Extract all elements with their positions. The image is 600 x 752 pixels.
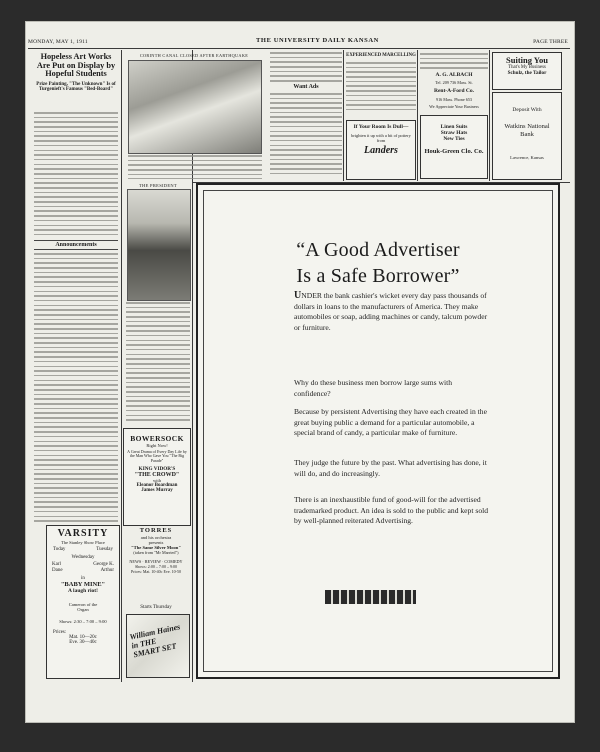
bank-location: Lawrence, Kansas	[510, 155, 544, 160]
column2-body-text	[126, 302, 190, 422]
varsity-showtimes: Shows: 2:30 – 7:00 – 9:00	[59, 618, 107, 624]
ad-paragraph-5: There is an inexhaustible fund of good-will for the advertised trademarked product. An idea is sold to the public and kept sold by well-planned reiterated Advertising.	[294, 495, 489, 526]
lead-article-headline-block	[34, 53, 118, 113]
varsity-film-tag: A laugh riot!	[68, 587, 98, 594]
houk-name: Houk-Green Clo. Co.	[424, 148, 484, 155]
varsity-price-matinee: Mat. 10—20c	[69, 634, 97, 640]
masthead-page: PAGE THREE	[533, 39, 568, 45]
torres-title: TORRES	[139, 528, 173, 534]
president-photo	[127, 189, 191, 301]
photo2-caption-title: THE PRESIDENT	[138, 183, 178, 188]
varsity-in: in	[81, 575, 85, 581]
torres-line7: Prices: Mat. 10-40c Eve. 10-50	[131, 568, 181, 574]
varsity-tagline: The Stanley Show Place	[61, 539, 105, 545]
masthead-date: MONDAY, MAY 1, 1911	[28, 39, 88, 45]
landers-logo: Landers	[364, 144, 398, 156]
bowersock-line1: Right Now!	[146, 442, 168, 448]
houk-green-ad	[420, 115, 488, 179]
pottery-text: brighten it up with a bit of pottery from	[351, 132, 411, 143]
column-rule	[489, 50, 490, 181]
albach-name: A. G. ALBACH	[435, 72, 473, 78]
experienced-marcelling: EXPERIENCED MARCELLING	[346, 53, 416, 58]
bowersock-film: "THE CROWD"	[134, 471, 180, 478]
ad-logo-bar	[325, 590, 416, 604]
bowersock-director: KING VIDOR'S	[138, 465, 176, 472]
rent-a-ford-tag: We Appreciate Your Business	[429, 104, 479, 109]
schulz-tailor-ad	[492, 52, 562, 90]
varsity-price-evening: Eve. 30—40c	[69, 639, 97, 645]
marcelling-text	[346, 62, 416, 116]
varsity-organ-2: Organ	[77, 606, 89, 612]
varsity-tuesday: Tuesday	[96, 546, 113, 552]
masthead-rule	[28, 48, 570, 49]
lead-subhead: Prize Painting, "The Unknown" Is of Turgenieft's Famous "Bed-Board"	[36, 82, 116, 93]
pottery-headline: If Your Room Is Dull—	[353, 124, 409, 130]
article-body-text	[34, 112, 118, 236]
torres-line5: NEWS · REVIEW · COMEDY	[129, 558, 183, 564]
houk-ties: New Ties	[443, 136, 465, 142]
houk-straw: Straw Hats	[440, 130, 468, 136]
varsity-theater-ad	[46, 525, 120, 679]
ad-paragraph-2: Why do these business men borrow large sums with confidence?	[294, 378, 453, 398]
bowersock-with: with	[152, 477, 161, 483]
torres-line6: Shows: 2:00 – 7:00 – 9:00	[134, 563, 178, 569]
pottery-ad	[346, 120, 416, 180]
torres-ad	[123, 528, 189, 602]
column-rule	[121, 50, 122, 682]
varsity-film-title: "BABY MINE"	[60, 580, 106, 588]
masthead	[28, 37, 570, 47]
ad-title-line2: Is a Safe Borrower”	[296, 265, 460, 287]
column-rule	[343, 50, 344, 181]
rent-a-ford: Rent-A-Ford Co.	[433, 88, 475, 94]
suiting-you: Suiting You	[506, 55, 548, 65]
varsity-today: Today	[53, 546, 66, 552]
varsity-star-right-sub: Arthur	[100, 567, 114, 573]
bowersock-line2: A Great Drama of Every Day Life by the Man Who Gave You "The Big Parade"	[127, 448, 187, 464]
houk-linen: Linen Suits	[440, 124, 468, 130]
starts-thursday: Starts Thursday	[140, 605, 172, 610]
announcements-body-text	[34, 253, 118, 523]
masthead-title: THE UNIVERSITY DAILY KANSAN	[256, 37, 379, 44]
deposit-with: Deposit With	[512, 107, 542, 113]
varsity-organ-1: Cameron of the	[68, 601, 98, 607]
ad-paragraph-3: Because by persistent Advertising they have each created in the great buying public a demand for a particular automobile, a special brand of candy, a particular make of furniture.	[294, 407, 487, 438]
ad-title-line1: “A Good Advertiser	[296, 239, 460, 261]
watkins-bank-name: Watkins National Bank	[504, 123, 550, 138]
suiting-schulz: Schulz, the Tailor	[507, 69, 547, 76]
want-ads-text	[270, 93, 342, 179]
announcements-heading: Announcements	[34, 240, 118, 250]
varsity-wednesday: Wednesday	[71, 554, 95, 560]
classified-text-1	[270, 52, 342, 84]
ad-dropcap: U	[294, 290, 302, 301]
albach-text	[420, 53, 488, 73]
smart-set-poster	[126, 614, 190, 678]
torres-line1: and his orchestra	[140, 534, 172, 540]
watkins-bank-ad	[492, 92, 562, 180]
rent-a-ford-address: 916 Mass. Phone 653	[435, 97, 473, 102]
photo1-caption-title: CORINTH CANAL CLOSED AFTER EARTHQUAKE	[139, 53, 249, 58]
good-advertiser-ad	[196, 183, 560, 679]
ad-paragraph-1	[294, 291, 490, 333]
canal-photo	[128, 60, 262, 154]
photo1-caption-text	[128, 155, 262, 179]
bowersock-title: BOWERSOCK	[130, 434, 184, 443]
torres-line2: presents	[148, 539, 164, 545]
want-ads-heading: Want Ads	[293, 84, 319, 90]
ad-paragraph-1-text: NDER the bank cashier's wicket every day pass thousands of dollars in loans to the manufacturers of America. They make automobiles or soap, adding machines or candy, talcum powder or furniture.	[294, 291, 488, 332]
varsity-prices-label: Prices:	[53, 629, 67, 635]
varsity-star-right: George K.	[93, 561, 114, 567]
varsity-star-left: Karl	[52, 561, 61, 567]
varsity-title: VARSITY	[57, 528, 109, 539]
bowersock-star1: Eleanor Boardman	[136, 482, 178, 488]
lead-headline: Hopeless Art Works Are Put on Display by Hopeful Students	[36, 53, 116, 79]
smart-set-poster-text: William Haines in THE SMART SET	[128, 622, 182, 660]
column-rule	[417, 50, 418, 181]
ad-paragraph-4: They judge the future by the past. What advertising has done, it will do, and do increasingly.	[294, 458, 487, 478]
torres-line4: (taken from "Mr Married")	[133, 549, 179, 555]
torres-line3: "The Same Silver Moon"	[131, 544, 181, 550]
suiting-business: That's My Business	[508, 64, 546, 70]
bowersock-star2: James Murray	[141, 487, 173, 493]
varsity-star-left-sub: Dane	[52, 567, 63, 573]
bowersock-theater-ad	[123, 428, 191, 526]
albach-address: Tel. 209 736 Mass. St.	[435, 80, 473, 85]
